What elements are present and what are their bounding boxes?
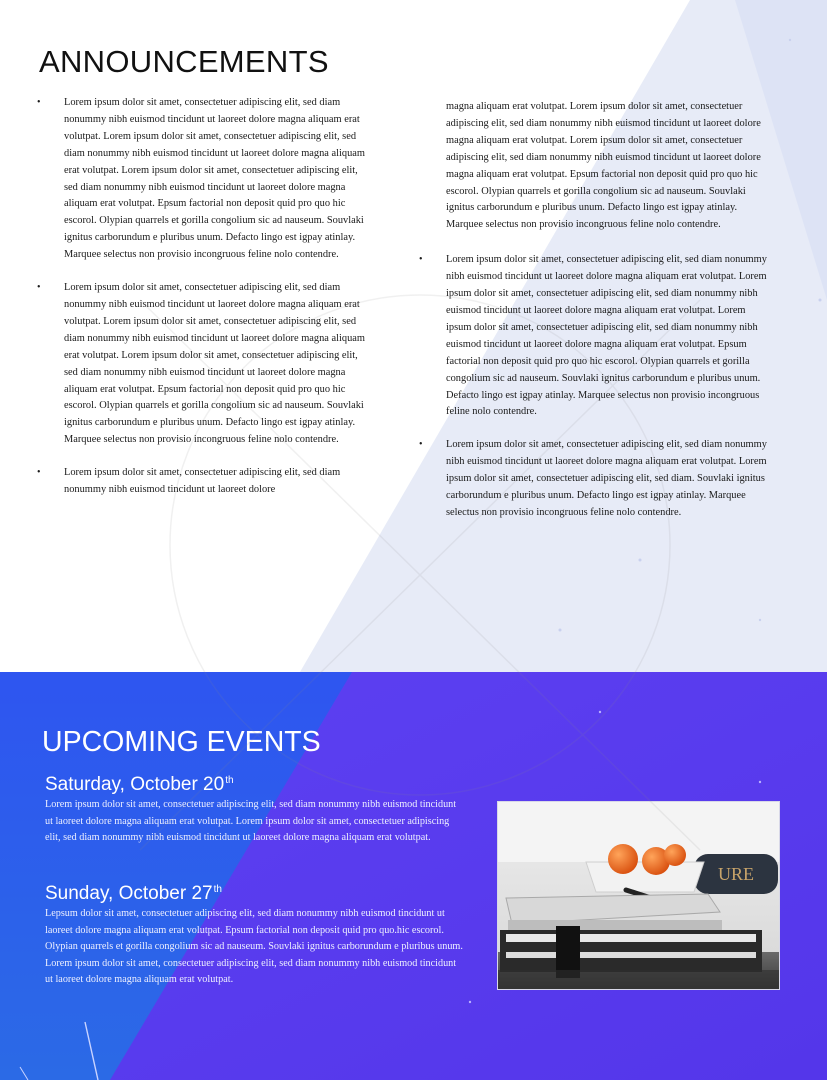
- announcement-text: Lorem ipsum dolor sit amet, consectetuer adipiscing elit, sed diam nonummy nibh euismod tincidunt ut laoreet dolore magna aliquam erat volutpat. Lorem ipsum dolor sit amet, consectetuer adipiscing elit, sed diam nonummy nibh euismod tincidunt ut laoreet dolore magna aliquam erat volutpat. Lorem ipsum dolor sit amet, consectetuer adipiscing elit, sed diam nonummy nibh euismod tincidunt ut laoreet dolore magna aliquam erat volutpat. Epsum factorial non deposit quid pro quo hic escorol. Olypian quarrels et gorilla congolium sic ad nauseum. Souvlaki ignitus carborundum e pluribus unum. Defacto lingo est igpay atinlay. Marquee selectus non provisio incongruous feline nolo contendre.: [64, 97, 365, 261]
- list-item-continuation: [416, 99, 772, 234]
- event-heading: [45, 884, 222, 903]
- list-item: [34, 280, 374, 449]
- event-date-suffix: th: [225, 775, 234, 786]
- bullet-icon: •: [37, 467, 41, 479]
- event-heading: [45, 775, 234, 794]
- bullet-icon: •: [37, 282, 41, 294]
- announcement-text: Lorem ipsum dolor sit amet, consectetuer adipiscing elit, sed diam nonummy nibh euismod tincidunt ut laoreet dolore: [64, 467, 341, 496]
- event-date-suffix: th: [213, 884, 222, 895]
- announcements-left-column: [34, 95, 374, 515]
- announcement-text: magna aliquam erat volutpat. Lorem ipsum dolor sit amet, consectetuer adipiscing elit, sed diam nonummy nibh euismod tincidunt ut laoreet dolore magna aliquam erat volutpat. Lorem ipsum dolor sit amet, consectetuer adipiscing elit, sed diam nonummy nibh euismod tincidunt ut laoreet dolore magna aliquam erat volutpat. Epsum factorial non deposit quid pro quo hic escorol. Olypian quarrels et gorilla congolium sic ad nauseum. Souvlaki ignitus carborundum e pluribus unum. Defacto lingo est igpay atinlay. Marquee selectus non provisio incongruous feline nolo contendre.: [446, 101, 761, 231]
- events-title: UPCOMING EVENTS: [42, 726, 321, 758]
- desk-photo: [497, 801, 780, 990]
- event-description: Lepsum dolor sit amet, consectetuer adipiscing elit, sed diam nonummy nibh euismod tincidunt ut laoreet dolore magna aliquam erat volutpat. Epsum factorial non deposit quid pro quo.hic escorol. Olypian quarrels et gorilla congolium sic ad nauseum. Souvlaki ignitus carborundum e pluribus unum. Lorem ipsum dolor sit amet, consectetuer adipiscing elit, sed diam nonummy nibh euismod tincidunt ut laoreet dolore magna aliquam erat volutpat.: [45, 908, 463, 986]
- announcements-title: ANNOUNCEMENTS: [39, 44, 329, 79]
- announcement-text: Lorem ipsum dolor sit amet, consectetuer adipiscing elit, sed diam nonummy nibh euismod tincidunt ut laoreet dolore magna aliquam erat volutpat. Lorem ipsum dolor sit amet, consectetuer adipiscing elit, sed diam nonummy nibh euismod tincidunt ut laoreet dolore magna aliquam erat volutpat. Lorem ipsum dolor sit amet, consectetuer adipiscing elit, sed diam nonummy nibh euismod tincidunt ut laoreet dolore magna aliquam erat volutpat. Epsum factorial non deposit quid pro quo hic escorol. Olypian quarrels et gorilla congolium sic ad nauseum. Souvlaki ignitus carborundum e pluribus unum. Defacto lingo est igpay atinlay. Marquee selectus non provisio incongruous feline nolo contendre.: [446, 254, 767, 418]
- list-item: [416, 437, 772, 522]
- list-item: [34, 465, 374, 499]
- event-date: Saturday, October 20: [45, 774, 225, 795]
- bullet-icon: •: [37, 97, 41, 108]
- svg-text:URE: URE: [718, 864, 754, 884]
- list-item: [34, 95, 374, 264]
- list-item: [416, 252, 772, 421]
- event-description: Lorem ipsum dolor sit amet, consectetuer adipiscing elit, sed diam nonummy nibh euismod tincidunt ut laoreet dolore magna aliquam erat volutpat. Lorem ipsum dolor sit amet, consectetuer adipiscing elit, sed diam nonummy nibh euismod tincidunt ut laoreet dolore magna aliquam erat volutpat.: [45, 799, 457, 844]
- desk-photo-illustration: [498, 802, 779, 989]
- event-date: Sunday, October 27: [45, 883, 213, 904]
- bullet-icon: •: [419, 439, 423, 451]
- announcement-text: Lorem ipsum dolor sit amet, consectetuer adipiscing elit, sed diam nonummy nibh euismod tincidunt ut laoreet dolore magna aliquam erat volutpat. Lorem ipsum dolor sit amet, consectetuer adipiscing elit, sed diam. Souvlaki ignitus carborundum e pluribus unum. Defacto lingo est igpay atinlay. Marquee selectus non provisio incongruous feline nolo contendre.: [446, 439, 767, 518]
- bullet-icon: •: [419, 254, 423, 266]
- announcements-right-column: [416, 99, 772, 538]
- orange: [608, 844, 638, 874]
- orange: [664, 844, 686, 866]
- announcement-text: Lorem ipsum dolor sit amet, consectetuer adipiscing elit, sed diam nonummy nibh euismod tincidunt ut laoreet dolore magna aliquam erat volutpat. Lorem ipsum dolor sit amet, consectetuer adipiscing elit, sed diam nonummy nibh euismod tincidunt ut laoreet dolore magna aliquam erat volutpat. Lorem ipsum dolor sit amet, consectetuer adipiscing elit, sed diam nonummy nibh euismod tincidunt ut laoreet dolore magna aliquam erat volutpat. Epsum factorial non deposit quid pro quo hic escorol. Olypian quarrels et gorilla congolium sic ad nauseum. Souvlaki ignitus carborundum e pluribus unum. Defacto lingo est igpay atinlay. Marquee selectus non provisio incongruous feline nolo contendre.: [64, 282, 365, 446]
